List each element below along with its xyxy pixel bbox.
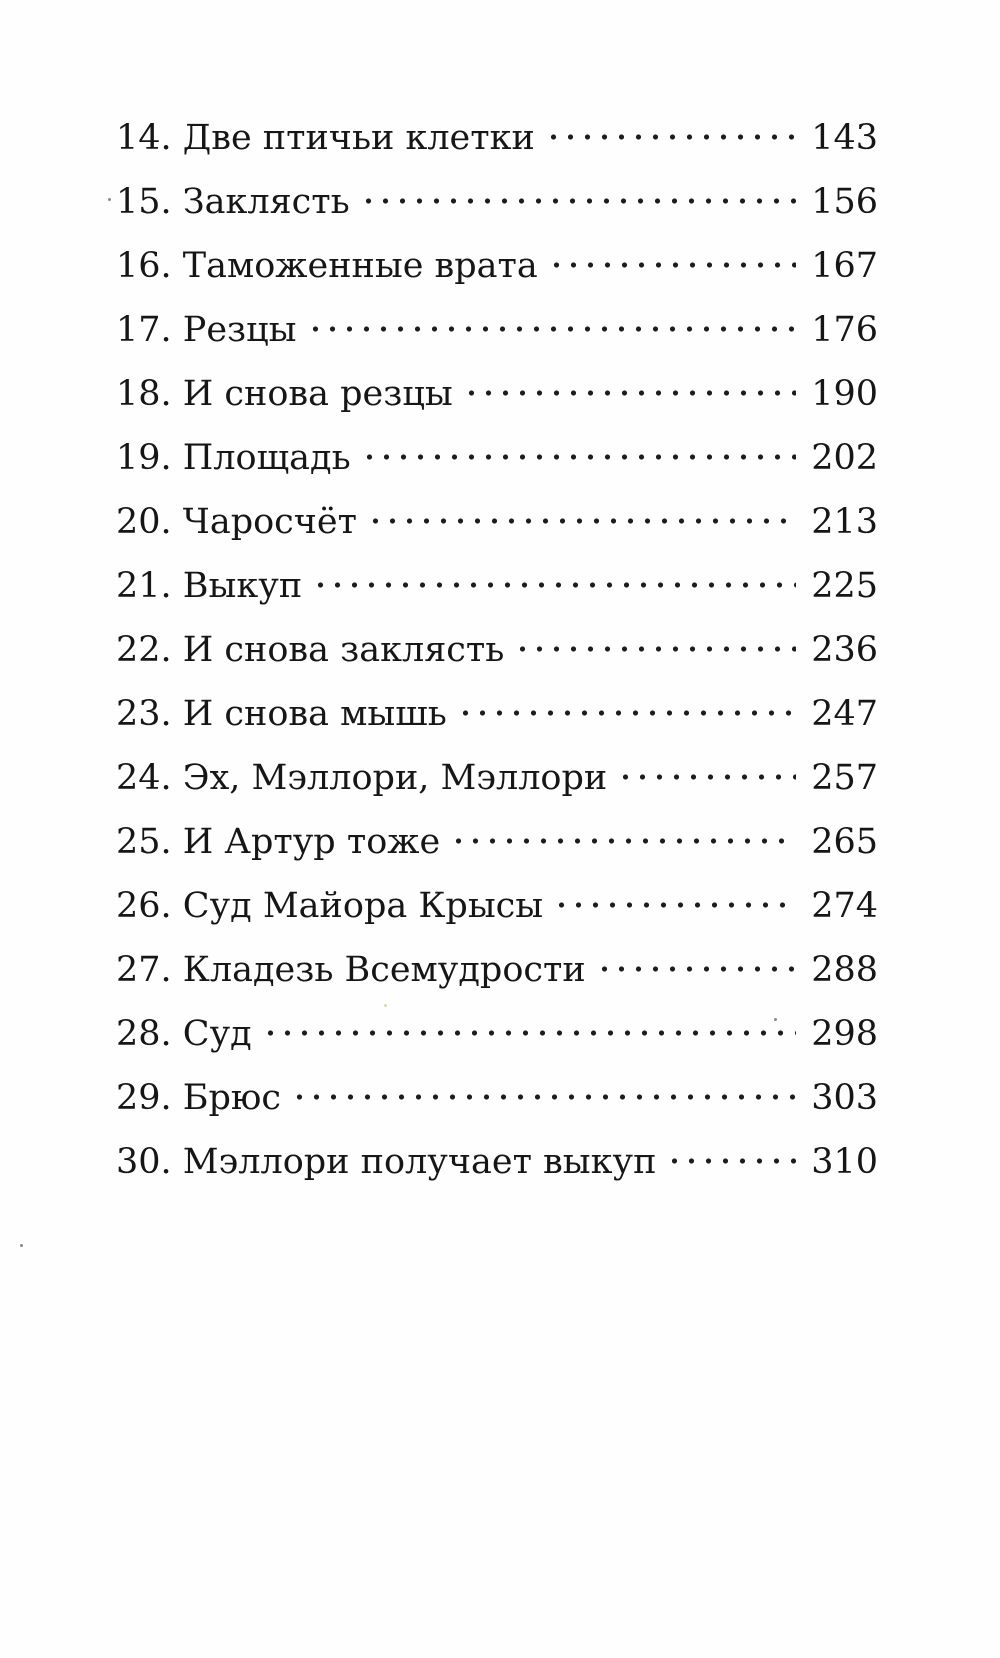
- chapter-title: 27. Кладезь Всемудрости: [116, 950, 586, 990]
- toc-entry: [116, 682, 878, 746]
- page-number: 257: [811, 758, 878, 798]
- dot-leader: [262, 1018, 796, 1048]
- dot-leader: [360, 186, 796, 216]
- scan-speck: [108, 198, 111, 201]
- table-of-contents: [116, 106, 878, 1194]
- dot-leader: [450, 826, 796, 856]
- page-number: 288: [811, 950, 878, 990]
- toc-entry: [116, 810, 878, 874]
- toc-entry: [116, 426, 878, 490]
- page-number: 265: [811, 822, 878, 862]
- dot-leader: [291, 1082, 796, 1112]
- scan-speck: [384, 1004, 387, 1007]
- chapter-title: 18. И снова резцы: [116, 374, 453, 414]
- chapter-title: 29. Брюс: [116, 1078, 281, 1118]
- chapter-title: 15. Заклясть: [116, 182, 350, 222]
- chapter-title: 30. Мэллори получает выкуп: [116, 1142, 657, 1182]
- dot-leader: [367, 506, 796, 536]
- chapter-title: 22. И снова заклясть: [116, 630, 505, 670]
- page-number: 156: [811, 182, 878, 222]
- toc-entry: [116, 362, 878, 426]
- dot-leader: [361, 442, 796, 472]
- toc-entry: [116, 298, 878, 362]
- chapter-title: 20. Чаросчёт: [116, 502, 358, 542]
- toc-entry: [116, 490, 878, 554]
- dot-leader: [666, 1146, 796, 1176]
- page-number: 247: [811, 694, 878, 734]
- chapter-title: 25. И Артур тоже: [116, 822, 441, 862]
- chapter-title: 14. Две птичьи клетки: [116, 118, 535, 158]
- page-number: 310: [811, 1142, 878, 1182]
- chapter-title: 28. Суд: [116, 1014, 252, 1054]
- toc-entry: [116, 1002, 878, 1066]
- toc-entry: [116, 1066, 878, 1130]
- page-number: 213: [811, 502, 878, 542]
- page-number: 298: [811, 1014, 878, 1054]
- dot-leader: [307, 314, 796, 344]
- chapter-title: 23. И снова мышь: [116, 694, 447, 734]
- chapter-title: 19. Площадь: [116, 438, 351, 478]
- page-number: 202: [811, 438, 878, 478]
- dot-leader: [514, 634, 796, 664]
- dot-leader: [312, 570, 796, 600]
- dot-leader: [545, 122, 796, 152]
- scan-speck: [774, 1018, 777, 1021]
- chapter-title: 16. Таможенные врата: [116, 246, 538, 286]
- toc-entry: [116, 618, 878, 682]
- dot-leader: [548, 250, 796, 280]
- scan-speck: [20, 1244, 23, 1247]
- toc-entry: [116, 554, 878, 618]
- toc-entry: [116, 170, 878, 234]
- page-number: 143: [811, 118, 878, 158]
- toc-entry: [116, 874, 878, 938]
- page-number: 190: [811, 374, 878, 414]
- page-number: 225: [811, 566, 878, 606]
- dot-leader: [553, 890, 796, 920]
- toc-entry: [116, 106, 878, 170]
- chapter-title: 24. Эх, Мэллори, Мэллори: [116, 758, 608, 798]
- dot-leader: [617, 762, 796, 792]
- dot-leader: [457, 698, 796, 728]
- chapter-title: 21. Выкуп: [116, 566, 303, 606]
- page-number: 167: [811, 246, 878, 286]
- page-number: 176: [811, 310, 878, 350]
- dot-leader: [596, 954, 796, 984]
- chapter-title: 26. Суд Майора Крысы: [116, 886, 544, 926]
- toc-entry: [116, 938, 878, 1002]
- toc-entry: [116, 234, 878, 298]
- chapter-title: 17. Резцы: [116, 310, 297, 350]
- dot-leader: [463, 378, 796, 408]
- toc-entry: [116, 746, 878, 810]
- page-number: 274: [811, 886, 878, 926]
- toc-entry: [116, 1130, 878, 1194]
- page-number: 303: [811, 1078, 878, 1118]
- page-number: 236: [811, 630, 878, 670]
